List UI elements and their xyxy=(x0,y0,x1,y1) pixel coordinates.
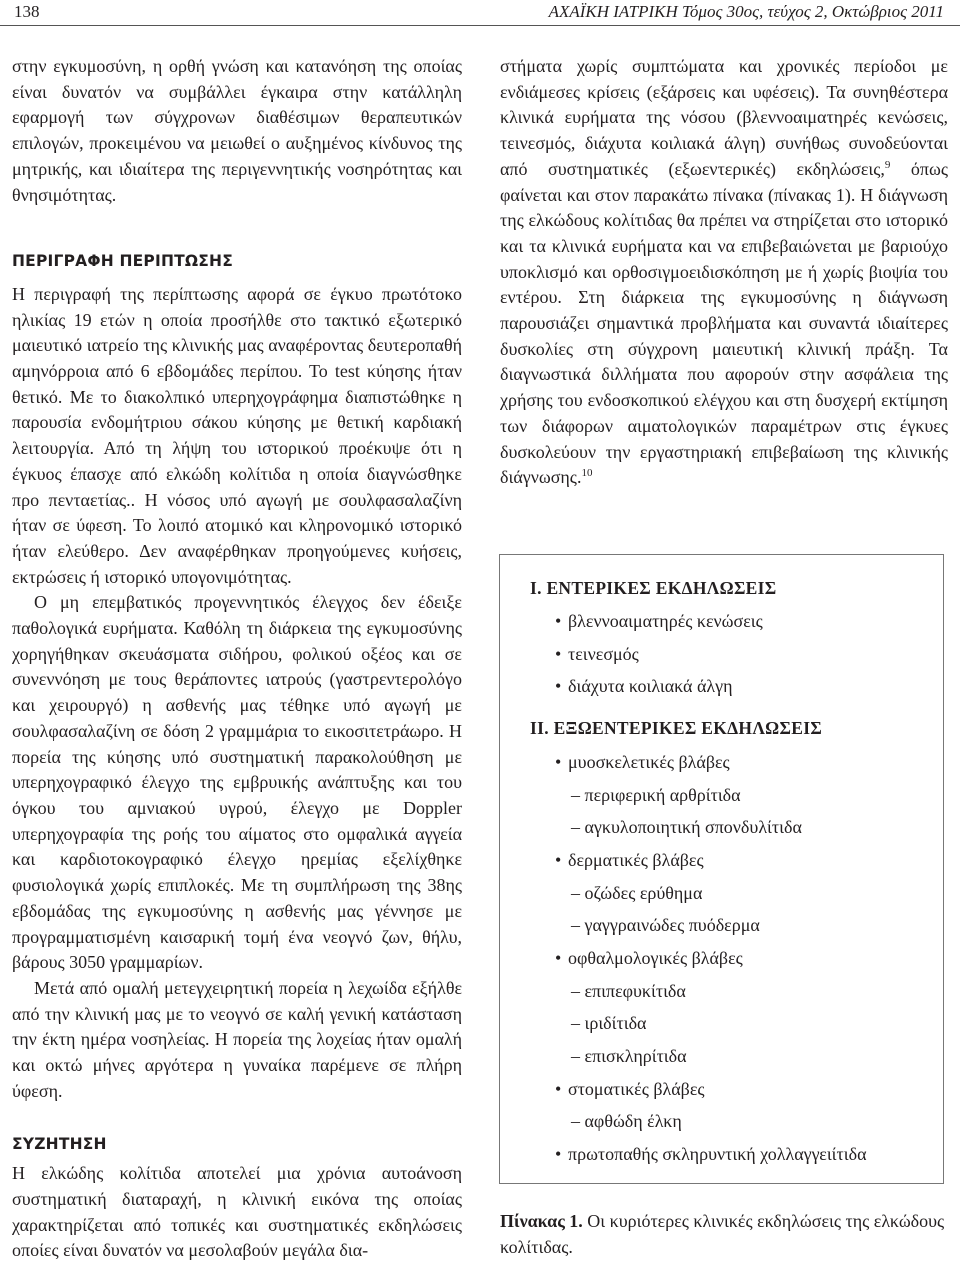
table-item: • στοματικές βλάβες xyxy=(555,1079,705,1099)
right-column xyxy=(500,54,948,491)
table-item: • τεινεσμός xyxy=(555,644,639,664)
table-item: • μυοσκελετικές βλάβες xyxy=(555,752,730,772)
table-item: • οφθαλμολογικές βλάβες xyxy=(555,948,743,968)
bullet-icon: • xyxy=(555,611,562,631)
case-paragraph-2: Ο μη επεμβατικός προγεννητικός έλεγχος δεν έδειξε παθολογικά ευρήματα. Καθόλη τη διάρκεια της εγκυμοσύνης χορηγήθηκαν σκευάσματα σιδήρου, φολικού οξέος και σε συνεννόηση με τους θεράποντες ιατρούς (γαστρεντερολόγο και χειρουργό) η ασθενής μας τέθηκε υπό αγωγή με σουλφασαλαζίνη σε δόση 2 γραμμάρια το εικοσιτετράωρο. Η πορεία της κύησης υπό συστηματική παρακολούθηση με υπερηχογραφικό έλεγχο της εμβρυικής ανάπτυξης και του όγκου του αμνιακού υγρού, έλεγχο με Doppler υπερηχογραφία της ροής του αίματος στο ομφαλικά αγγεία και καρδιοτοκογραφικό έλεγχο ηρεμίας εξελίχθηκε φυσιολογικά χωρίς επιπλοκές. Με τη συμπλήρωση της 38ης εβδομάδας της εγκυμοσύνης η ασθενής μας γέννησε με προγραμματισμένη καισαρική τομή ένα νεογνό ζων, θήλυ, βάρους 3050 γραμμαρίων. xyxy=(12,592,462,973)
table-1 xyxy=(499,554,944,1184)
case-paragraph-1: Η περιγραφή της περίπτωσης αφορά σε έγκυο πρωτότοκο ηλικίας 19 ετών η οποία προσήλθε στο τακτικό εξωτερικό μαιευτικό ιατρείο της κλινικής μας αναφέροντας δευτεροπαθή αμηνόρροια από 6 εβδομάδες περίπου. Το test κύησης ήταν θετικό. Με το διακολπικό υπερηχογράφημα διαπιστώθηκε η παρουσία ενδομήτριου σάκου κύησης με θετική καρδιακή λειτουργία. Από τη λήψη του ιστορικού προέκυψε ότι η έγκυος έπασχε από ελκώδη κολίτιδα η οποία διαγνώσθηκε προ πενταετίας.. Η νόσος υπό αγωγή με σουλφασαλαζίνη ήταν σε ύφεση. Το λοιπό ατομικό και κληρονομικό ιστορικό ήταν ελεύθερο. Δεν αναφέρθηκαν προηγούμενες κυήσεις, εκτρώσεις ή ιστορικό υπογονιμότητας. xyxy=(12,283,462,587)
journal-header: ΑΧΑΪΚΗ ΙΑΤΡΙΚΗ Τόμος 30ος, τεύχος 2, Οκτώβριος 2011 xyxy=(548,2,944,21)
header-rule xyxy=(0,25,960,26)
table-subitem: – οζώδες ερύθημα xyxy=(571,883,703,903)
left-column xyxy=(12,54,462,1264)
bullet-icon: • xyxy=(555,850,562,870)
discussion-heading: ΣΥΖΗΤΗΣΗ xyxy=(12,1135,107,1154)
reference-9: 9 xyxy=(884,158,891,171)
caption-label: Πίνακας 1. xyxy=(500,1211,583,1231)
dash-icon: – xyxy=(571,1046,580,1066)
dash-icon: – xyxy=(571,1111,580,1131)
case-paragraph-3: Μετά από ομαλή μετεγχειρητική πορεία η λεχωίδα εξήλθε από την κλινική μας με το νεογνό σε καλή γενική κατάσταση την έκτη ημέρα νοσηλείας. Η πορεία της λοχείας ήταν ομαλή και οκτώ μήνες αργότερα η γυναίκα παρέμενε σε πλήρη ύφεση. xyxy=(12,977,462,1101)
right-text-a: στήματα χωρίς συμπτώματα και χρονικές περίοδοι με ενδιάμεσες κρίσεις (εξάρσεις και υφέσεις). Τα συνηθέστερα κλινικά ευρήματα της νόσου (βλεννοαιματηρές κενώσεις, τεινεσμός, διάχυτα κοιλιακά άλγη) συνήθως συνοδεύονται από συστηματικές (εξωεντερικές) εκδηλώσεις, xyxy=(500,56,948,179)
right-text-b: όπως φαίνεται και στον παρακάτω πίνακα (πίνακας 1). Η διάγνωση της ελκώδους κολίτιδας θα πρέπει να στηρίζεται στο ιστορικό και τα κλινικά ευρήματα και να επιβεβαιώνεται με βαριούχο υποκλισμό και ορθοσιγμοειδισκόπηση με ή χωρίς βιοψία του εντέρου. Στη διάρκεια της εγκυμοσύνης η διάγνωση παρουσιάζει σημαντικά προβλήματα και συναντά ιδιαίτερες δυσκολίες στη σύγχρονη μαιευτική κλινική πράξη. Τα διαγνωστικά διλλήματα που αφορούν στην ασφάλεια της χρήσης του ενδοσκοπικού ελέγχου και στη δυσχερή εκτίμηση των διάφορων αιματολογικών παραμέτρων στις έγκυες δυσκολεύουν την εργαστηριακή επιβεβαίωση της κλινικής διάγνωσης. xyxy=(500,158,948,488)
table-subitem: – αγκυλοποιητική σπονδυλίτιδα xyxy=(571,817,802,837)
dash-icon: – xyxy=(571,785,580,805)
bullet-icon: • xyxy=(555,948,562,968)
right-paragraph xyxy=(500,54,948,491)
discussion-paragraph-1: Η ελκώδης κολίτιδα αποτελεί μια χρόνια αυτοάνοση συστηματική διαταραχή, η κλινική εικόνα της οποίας χαρακτηρίζεται από τοπικές και συστηματικές εκδηλώσεις οποίες είναι δυνατόν να μεσολαβούν μεγάλα δια- xyxy=(12,1163,462,1261)
table-item: • διάχυτα κοιλιακά άλγη xyxy=(555,676,733,696)
dash-icon: – xyxy=(571,1013,580,1033)
bullet-icon: • xyxy=(555,752,562,772)
table-subitem: – περιφερική αρθρίτιδα xyxy=(571,785,741,805)
bullet-icon: • xyxy=(555,644,562,664)
reference-10: 10 xyxy=(581,467,593,480)
dash-icon: – xyxy=(571,817,580,837)
bullet-icon: • xyxy=(555,1144,562,1164)
table-section-2-title: II. ΕΞΩΕΝΤΕΡΙΚΕΣ ΕΚΔΗΛΩΣΕΙΣ xyxy=(530,718,823,738)
page-number: 138 xyxy=(14,2,40,21)
table-item: • βλεννοαιματηρές κενώσεις xyxy=(555,611,763,631)
table-subitem: – επιπεφυκίτιδα xyxy=(571,981,686,1001)
bullet-icon: • xyxy=(555,1079,562,1099)
table-subitem: – γαγγραινώδες πυόδερμα xyxy=(571,915,760,935)
table-caption xyxy=(500,1209,950,1260)
table-subitem: – επισκληρίτιδα xyxy=(571,1046,687,1066)
dash-icon: – xyxy=(571,981,580,1001)
case-heading: ΠΕΡΙΓΡΑΦΗ ΠΕΡΙΠΤΩΣΗΣ xyxy=(12,252,234,271)
dash-icon: – xyxy=(571,915,580,935)
table-section-1-title: I. ΕΝΤΕΡΙΚΕΣ ΕΚΔΗΛΩΣΕΙΣ xyxy=(530,578,777,598)
table-item: • δερματικές βλάβες xyxy=(555,850,704,870)
caption-text: Οι κυριότερες κλινικές εκδηλώσεις της ελκώδους κολίτιδας. xyxy=(500,1211,945,1257)
table-item: • πρωτοπαθής σκληρυντική χολλαγγειίτιδα xyxy=(555,1144,867,1164)
table-subitem: – αφθώδη έλκη xyxy=(571,1111,682,1131)
intro-paragraph: στην εγκυμοσύνη, η ορθή γνώση και κατανόηση της οποίας είναι δυνατόν να συμβάλλει έγκαιρα στην κατάλληλη εφαρμογή των σύγχρονων διαθέσιμων θεραπευτικών επιλογών, προκειμένου να μειωθεί ο αυξημένος κίνδυνος της μητρικής, και ιδιαίτερα της περιγεννητικής νοσηρότητας και θνησιμότητας. xyxy=(12,56,462,205)
table-subitem: – ιριδίτιδα xyxy=(571,1013,647,1033)
dash-icon: – xyxy=(571,883,580,903)
bullet-icon: • xyxy=(555,676,562,696)
